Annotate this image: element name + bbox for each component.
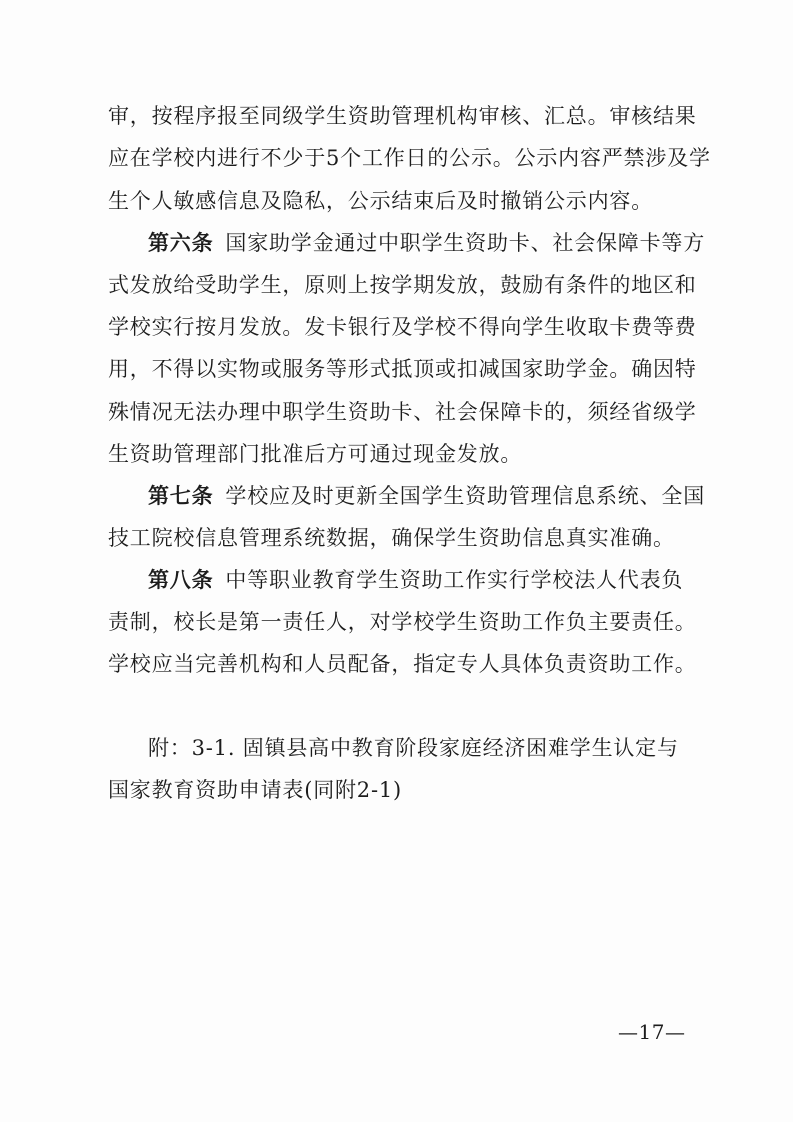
article-7-text: 学校应及时更新全国学生资助管理信息系统、全国 — [225, 484, 706, 508]
article-8-first-line — [148, 567, 683, 593]
paragraph-line: 技工院校信息管理系统数据，确保学生资助信息真实准确。 — [108, 526, 675, 550]
paragraph-line: 式发放给受助学生，原则上按学期发放，鼓励有条件的地区和 — [108, 273, 697, 297]
article-8-heading: 第八条 — [148, 568, 214, 592]
paragraph-line: 生资助管理部门批准后方可通过现金发放。 — [108, 442, 523, 466]
paragraph-line: 审，按程序报至同级学生资助管理机构审核、汇总。审核结果 — [108, 104, 697, 128]
attachment-line: 国家教育资助申请表(同附2-1) — [108, 778, 403, 802]
paragraph-line: 用，不得以实物或服务等形式抵顶或扣减国家助学金。确因特 — [108, 357, 697, 381]
article-8-text: 中等职业教育学生资助工作实行学校法人代表负 — [225, 568, 684, 592]
article-6-text: 国家助学金通过中职学生资助卡、社会保障卡等方 — [225, 231, 706, 255]
page-number: —17— — [618, 1020, 686, 1044]
paragraph-line: 学校应当完善机构和人员配备，指定专人具体负责资助工作。 — [108, 652, 697, 676]
article-7-heading: 第七条 — [148, 484, 214, 508]
article-7-first-line — [148, 483, 705, 509]
paragraph-line: 生个人敏感信息及隐私，公示结束后及时撤销公示内容。 — [108, 189, 653, 213]
attachment-line: 附：3-1. 固镇县高中教育阶段家庭经济困难学生认定与 — [148, 736, 679, 760]
paragraph-line: 殊情况无法办理中职学生资助卡、社会保障卡的，须经省级学 — [108, 400, 697, 424]
article-6-heading: 第六条 — [148, 231, 214, 255]
paragraph-line: 学校实行按月发放。发卡银行及学校不得向学生收取卡费等费 — [108, 315, 697, 339]
article-6-first-line — [148, 230, 705, 256]
paragraph-line: 应在学校内进行不少于5个工作日的公示。公示内容严禁涉及学 — [108, 146, 711, 170]
paragraph-line: 责制，校长是第一责任人，对学校学生资助工作负主要责任。 — [108, 610, 697, 634]
